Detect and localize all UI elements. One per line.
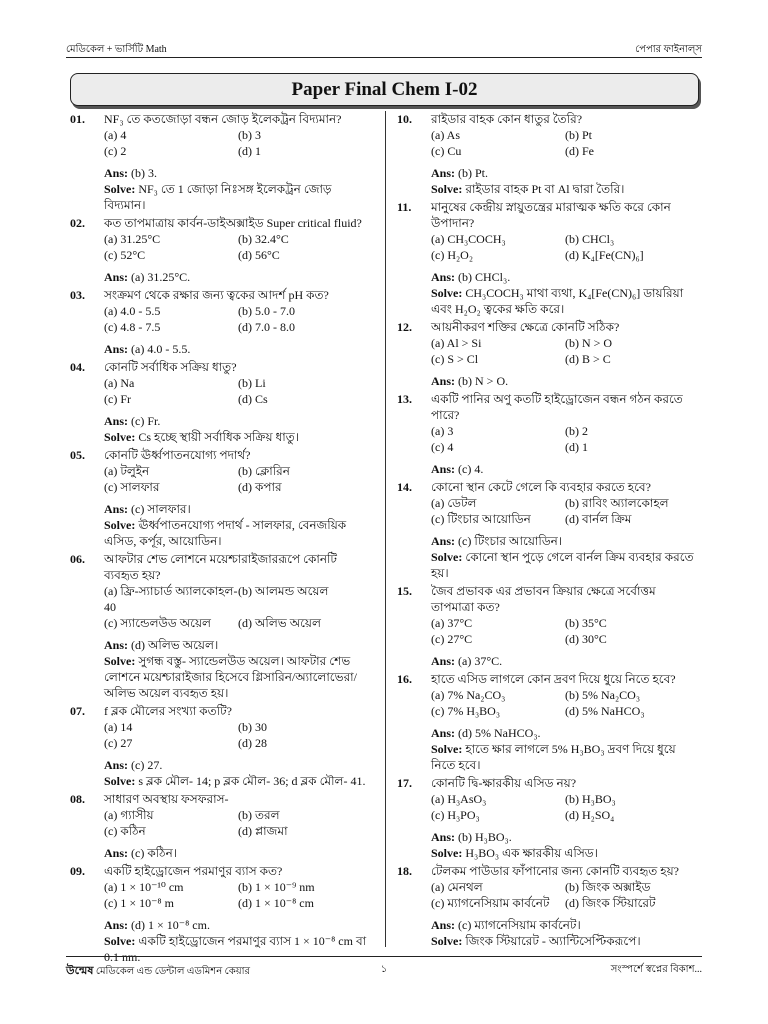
question-line [70,863,370,879]
question-text: কত তাপমাত্রায় কার্বন-ডাইঅক্সাইড Super critical fluid? [104,216,362,230]
answer-label: Ans: [431,918,456,932]
question-text: জৈব প্রভাবক এর প্রভাবন ক্রিয়ার ক্ষেত্রে সর্বোত্তম তাপমাত্রা কত? [431,584,656,614]
header-divider [66,57,702,58]
page-title: Paper Final Chem I-02 [70,73,699,106]
solve-line [431,845,697,861]
option-c: (c) S > Cl [431,352,479,366]
option-d: (d) 1 × 10⁻⁸ cm [238,896,314,910]
question-line [70,359,370,375]
solve-line [431,741,697,773]
question-number: 05. [70,448,85,462]
option-d: (d) 1 [238,144,261,158]
solve-label: Solve: [104,934,136,948]
option-c: (c) স্যান্ডেলউড অয়েল [104,616,211,630]
question-number: 09. [70,864,85,878]
question-block [397,479,697,581]
option-d: (d) কপার [238,480,282,494]
option-a: (a) 3 [431,424,454,438]
answer-text: (a) 37°C. [458,654,503,668]
answer-label: Ans: [431,726,456,740]
answer-line [431,917,697,933]
option-c: (c) Cu [431,144,462,158]
option-d: (d) অলিভ অয়েল [238,616,321,630]
question-text: NF₃ তে কতজোড়া বন্ধন জোড় ইলেকট্রন বিদ্যমান? [104,112,342,126]
option-c: (c) সালফার [104,480,160,494]
option-d: (d) 28 [238,736,267,750]
question-text: কোনটি ঊর্ধ্বপাতনযোগ্য পদার্থ? [104,448,251,462]
header-left: মেডিকেল + ভার্সিটি Math [66,44,167,55]
solve-text: ঊর্ধ্বপাতনযোগ্য পদার্থ - সালফার, বেনজয়িক এসিড, কর্পূর, আয়োডিন। [104,518,347,548]
answer-label: Ans: [431,462,456,476]
option-c: (c) 52°C [104,248,146,262]
question-block [397,583,697,669]
option-a: (a) H₃AsO₃ [431,792,487,806]
options-grid [431,495,697,527]
answer-label: Ans: [104,502,129,516]
footer-brand: উন্মেষ [66,965,94,977]
question-block [70,447,370,549]
option-a: (a) 4.0 - 5.5 [104,304,161,318]
question-block [70,215,370,285]
option-a: (a) ফ্রি-স্যাচার্ড অ্যালকোহল- 40 [104,584,238,614]
question-text: হাতে এসিড লাগলে কোন দ্রবণ দিয়ে ধুয়ে নিতে হবে? [431,672,676,686]
solve-text: রাইডার বাহক Pt বা Al দ্বারা তৈরি। [465,182,625,196]
option-b: (b) 5% Na₂CO₃ [565,688,641,702]
options-grid [104,303,370,335]
question-block [70,287,370,357]
question-line [70,447,370,463]
answer-text: (d) 5% NaHCO₃. [458,726,541,740]
solve-label: Solve: [431,934,463,948]
options-grid [104,127,370,159]
answer-label: Ans: [431,830,456,844]
answer-line [431,533,697,549]
option-c: (c) 2 [104,144,127,158]
answer-label: Ans: [431,654,456,668]
question-number: 13. [397,392,412,406]
answer-line [431,829,697,845]
answer-line [104,269,370,285]
page-number: ১ [380,964,388,975]
solve-line [431,549,697,581]
solve-label: Solve: [104,518,136,532]
question-line [70,703,370,719]
answer-line [104,341,370,357]
option-d: (d) Fe [565,144,594,158]
footer-tagline: মেডিকেল এন্ড ডেন্টাল এডমিশন কেয়ার [95,966,251,977]
solve-line [104,773,370,789]
option-c: (c) H₂O₂ [431,248,474,262]
answer-text: (b) 3. [131,166,158,180]
solve-label: Solve: [104,182,136,196]
solve-line [431,181,697,197]
options-grid [104,583,370,631]
answer-line [104,637,370,653]
answer-line [431,725,697,741]
solve-text: s ব্লক মৌল- 14; p ব্লক মৌল- 36; d ব্লক মৌল- 41. [138,774,366,788]
answer-line [104,413,370,429]
option-b: (b) 3 [238,128,261,142]
option-b: (b) ক্লোরিন [238,464,290,478]
solve-text: একটি হাইড্রোজেন পরমাণুর ব্যাস 1 × 10⁻⁸ cm বা 0.1 nm. [104,934,367,964]
question-text: আফটার শেভ লোশনে ময়েশ্চারাইজাররূপে কোনটি ব্যবহৃত হয়? [104,552,337,582]
option-c: (c) ম্যাগনেসিয়াম কার্বনেট [431,896,550,910]
answer-line [104,757,370,773]
answer-label: Ans: [104,758,129,772]
solve-text: কোনো স্থান পুড়ে গেলে বার্নল ক্রিম ব্যবহার করতে হয়। [431,550,694,580]
question-text: রাইডার বাহক কোন ধাতুর তৈরি? [431,112,583,126]
options-grid [431,879,697,911]
answer-line [104,845,370,861]
option-a: (a) Na [104,376,135,390]
answer-text: (a) 31.25°C. [131,270,191,284]
header-right: পেপার ফাইনাল্স [635,44,702,55]
question-number: 15. [397,584,412,598]
option-d: (d) জিংক স্টিয়ারেট [565,896,656,910]
question-text: মানুষের কেন্দ্রীয় স্নায়ুতন্ত্রের মারাত্মক ক্ষতি করে কোন উপাদান? [431,200,671,230]
option-a: (a) ডেটল [431,496,477,510]
options-grid [104,719,370,751]
question-number: 07. [70,704,85,718]
option-b: (b) 5.0 - 7.0 [238,304,295,318]
footer-divider [66,956,702,957]
option-d: (d) 7.0 - 8.0 [238,320,295,334]
solve-label: Solve: [104,430,136,444]
solve-label: Solve: [431,742,463,756]
solve-text: হাতে ক্ষার লাগলে 5% H₃BO₃ দ্রবণ দিয়ে ধুয়ে নিতে হবে। [431,742,676,772]
option-d: (d) Cs [238,392,268,406]
option-c: (c) 1 × 10⁻⁸ m [104,896,174,910]
question-number: 04. [70,360,85,374]
question-text: কোনো স্থান কেটে গেলে কি ব্যবহার করতে হবে? [431,480,651,494]
option-b: (b) রাবিং অ্যালকোহল [565,496,669,510]
question-line [397,583,697,615]
solve-text: H₃BO₃ এক ক্ষারকীয় এসিড। [465,846,598,860]
answer-text: (c) টিংচার আয়োডিন। [458,534,563,548]
footer-left [66,962,250,981]
question-line [70,111,370,127]
answer-text: (c) 4. [458,462,484,476]
options-grid [104,463,370,495]
column-divider [385,111,386,947]
solve-label: Solve: [431,846,463,860]
option-a: (a) 4 [104,128,127,142]
question-block [70,863,370,965]
question-number: 08. [70,792,85,806]
options-grid [104,879,370,911]
option-b: (b) H₃BO₃ [565,792,616,806]
option-a: (a) 7% Na₂CO₃ [431,688,506,702]
option-b: (b) 32.4°C [238,232,289,246]
solve-line [104,933,370,965]
answer-label: Ans: [104,166,129,180]
option-b: (b) Pt [565,128,592,142]
question-line [397,775,697,791]
question-line [70,791,370,807]
answer-text: (a) 4.0 - 5.5. [131,342,191,356]
solve-line [104,181,370,213]
answer-label: Ans: [104,846,129,860]
answer-line [431,269,697,285]
solve-line [104,653,370,701]
option-a: (a) As [431,128,460,142]
answer-label: Ans: [104,270,129,284]
option-c: (c) 7% H₃BO₃ [431,704,501,718]
answer-text: (b) CHCl₃. [458,270,511,284]
option-b: (b) CHCl₃ [565,232,615,246]
answer-line [431,461,697,477]
options-grid [431,335,697,367]
question-line [70,551,370,583]
option-d: (d) বার্নল ক্রিম [565,512,632,526]
answer-text: (c) ম্যাগনেসিয়াম কার্বনেট। [458,918,581,932]
question-number: 11. [397,200,412,214]
option-b: (b) আলমন্ড অয়েল [238,584,329,598]
option-b: (b) Li [238,376,266,390]
question-text: একটি হাইড্রোজেন পরমাণুর ব্যাস কত? [104,864,283,878]
question-text: সংক্রমণ থেকে রক্ষার জন্য ত্বকের আদর্শ pH কত? [104,288,329,302]
answer-line [104,165,370,181]
answer-label: Ans: [104,918,129,932]
option-d: (d) 30°C [565,632,607,646]
option-d: (d) প্লাজমা [238,824,288,838]
answer-label: Ans: [431,166,456,180]
answer-label: Ans: [104,342,129,356]
option-d: (d) K₄[Fe(CN)₆] [565,248,644,262]
options-grid [104,231,370,263]
option-d: (d) 1 [565,440,588,454]
question-number: 06. [70,552,85,566]
option-b: (b) N > O [565,336,613,350]
question-block [397,111,697,197]
option-c: (c) 27 [104,736,133,750]
solve-line [431,933,697,949]
option-a: (a) গ্যাসীয় [104,808,154,822]
options-grid [431,423,697,455]
solve-text: Cs হচ্ছে স্থায়ী সর্বাধিক সক্রিয় ধাতু। [138,430,300,444]
right-column [397,111,697,951]
question-line [397,671,697,687]
question-text: কোনটি দ্বি-ক্ষারকীয় এসিড নয়? [431,776,577,790]
option-c: (c) 4.8 - 7.5 [104,320,161,334]
question-block [397,319,697,389]
solve-label: Solve: [431,286,463,300]
answer-text: (b) Pt. [458,166,489,180]
left-column [70,111,370,967]
answer-label: Ans: [431,270,456,284]
solve-label: Solve: [104,654,136,668]
answer-line [431,165,697,181]
options-grid [431,791,697,823]
question-block [70,111,370,213]
option-c: (c) 4 [431,440,454,454]
option-b: (b) 1 × 10⁻⁹ nm [238,880,315,894]
answer-label: Ans: [104,414,129,428]
question-text: একটি পানির অণু কতটি হাইড্রোজেন বন্ধন গঠন করতে পারে? [431,392,683,422]
solve-text: NF₃ তে 1 জোড়া নিঃসঙ্গ ইলেকট্রন জোড় বিদ্যমান। [104,182,332,212]
answer-text: (c) Fr. [131,414,161,428]
question-number: 18. [397,864,412,878]
question-line [70,215,370,231]
question-line [70,287,370,303]
option-b: (b) জিংক অক্সাইড [565,880,651,894]
options-grid [104,807,370,839]
question-text: সাধারণ অবস্থায় ফসফরাস- [104,792,229,806]
answer-text: (d) 1 × 10⁻⁸ cm. [131,918,210,932]
question-line [397,111,697,127]
question-text: f ব্লক মৌলের সংখ্যা কতটি? [104,704,232,718]
option-d: (d) B > C [565,352,611,366]
question-block [70,551,370,701]
option-a: (a) Al > Si [431,336,482,350]
options-grid [104,375,370,407]
question-block [397,391,697,477]
answer-label: Ans: [104,638,129,652]
option-c: (c) টিংচার আয়োডিন [431,512,531,526]
question-line [397,863,697,879]
question-line [397,199,697,231]
answer-text: (c) কঠিন। [131,846,178,860]
question-line [397,391,697,423]
question-number: 03. [70,288,85,302]
question-block [397,199,697,317]
question-text: কোনটি সর্বাধিক সক্রিয় ধাতু? [104,360,237,374]
question-number: 02. [70,216,85,230]
question-number: 16. [397,672,412,686]
answer-text: (c) 27. [131,758,163,772]
question-block [70,703,370,789]
option-c: (c) কঠিন [104,824,146,838]
question-number: 12. [397,320,412,334]
solve-line [104,517,370,549]
footer-right: সংস্পর্শে স্বপ্নের বিকাশ... [610,964,702,975]
answer-line [431,653,697,669]
option-c: (c) 27°C [431,632,473,646]
question-block [70,359,370,445]
question-number: 10. [397,112,412,126]
option-a: (a) 1 × 10⁻¹⁰ cm [104,880,184,894]
answer-line [104,501,370,517]
solve-text: CH₃COCH₃ মাথা ব্যথা, K₄[Fe(CN)₆] ডায়রিয়া এবং H₂O₂ ত্বকের ক্ষতি করে। [431,286,684,316]
option-c: (c) H₃PO₃ [431,808,480,822]
question-number: 01. [70,112,85,126]
option-d: (d) H₂SO₄ [565,808,615,822]
options-grid [431,687,697,719]
question-number: 14. [397,480,412,494]
solve-text: জিংক স্টিয়ারেট - অ্যান্টিসেপ্টিকরূপে। [465,934,641,948]
option-d: (d) 5% NaHCO₃ [565,704,645,718]
solve-label: Solve: [431,182,463,196]
option-a: (a) টলুইন [104,464,150,478]
option-b: (b) 35°C [565,616,607,630]
solve-label: Solve: [431,550,463,564]
option-a: (a) মেনথল [431,880,483,894]
option-b: (b) 2 [565,424,588,438]
question-line [397,319,697,335]
options-grid [431,127,697,159]
question-block [397,863,697,949]
question-block [397,775,697,861]
answer-line [104,917,370,933]
option-b: (b) 30 [238,720,267,734]
solve-line [104,429,370,445]
solve-label: Solve: [104,774,136,788]
question-block [70,791,370,861]
option-a: (a) CH₃COCH₃ [431,232,506,246]
option-a: (a) 14 [104,720,133,734]
options-grid [431,615,697,647]
solve-line [431,285,697,317]
question-text: আয়নীকরণ শক্তির ক্ষেত্রে কোনটি সঠিক? [431,320,620,334]
answer-text: (b) H₃BO₃. [458,830,512,844]
solve-text: সুগন্ধ বস্তু- স্যান্ডেলউড অয়েল। আফটার শেভ লোশনে ময়েশ্চারাইজার হিসেবে গ্লিসারিন/অ্যালোভেরা/অলিভ অয়েল ব্যবহৃত হয়। [104,654,357,700]
options-grid [431,231,697,263]
question-line [397,479,697,495]
question-number: 17. [397,776,412,790]
answer-label: Ans: [431,374,456,388]
answer-line [431,373,697,389]
answer-label: Ans: [431,534,456,548]
question-block [397,671,697,773]
option-c: (c) Fr [104,392,131,406]
answer-text: (c) সালফার। [131,502,191,516]
answer-text: (d) অলিভ অয়েল। [131,638,219,652]
option-b: (b) তরল [238,808,280,822]
question-text: টেলকম পাউডার ফাঁপানোর জন্য কোনটি ব্যবহৃত হয়? [431,864,680,878]
option-a: (a) 37°C [431,616,473,630]
answer-text: (b) N > O. [458,374,509,388]
option-a: (a) 31.25°C [104,232,161,246]
option-d: (d) 56°C [238,248,280,262]
